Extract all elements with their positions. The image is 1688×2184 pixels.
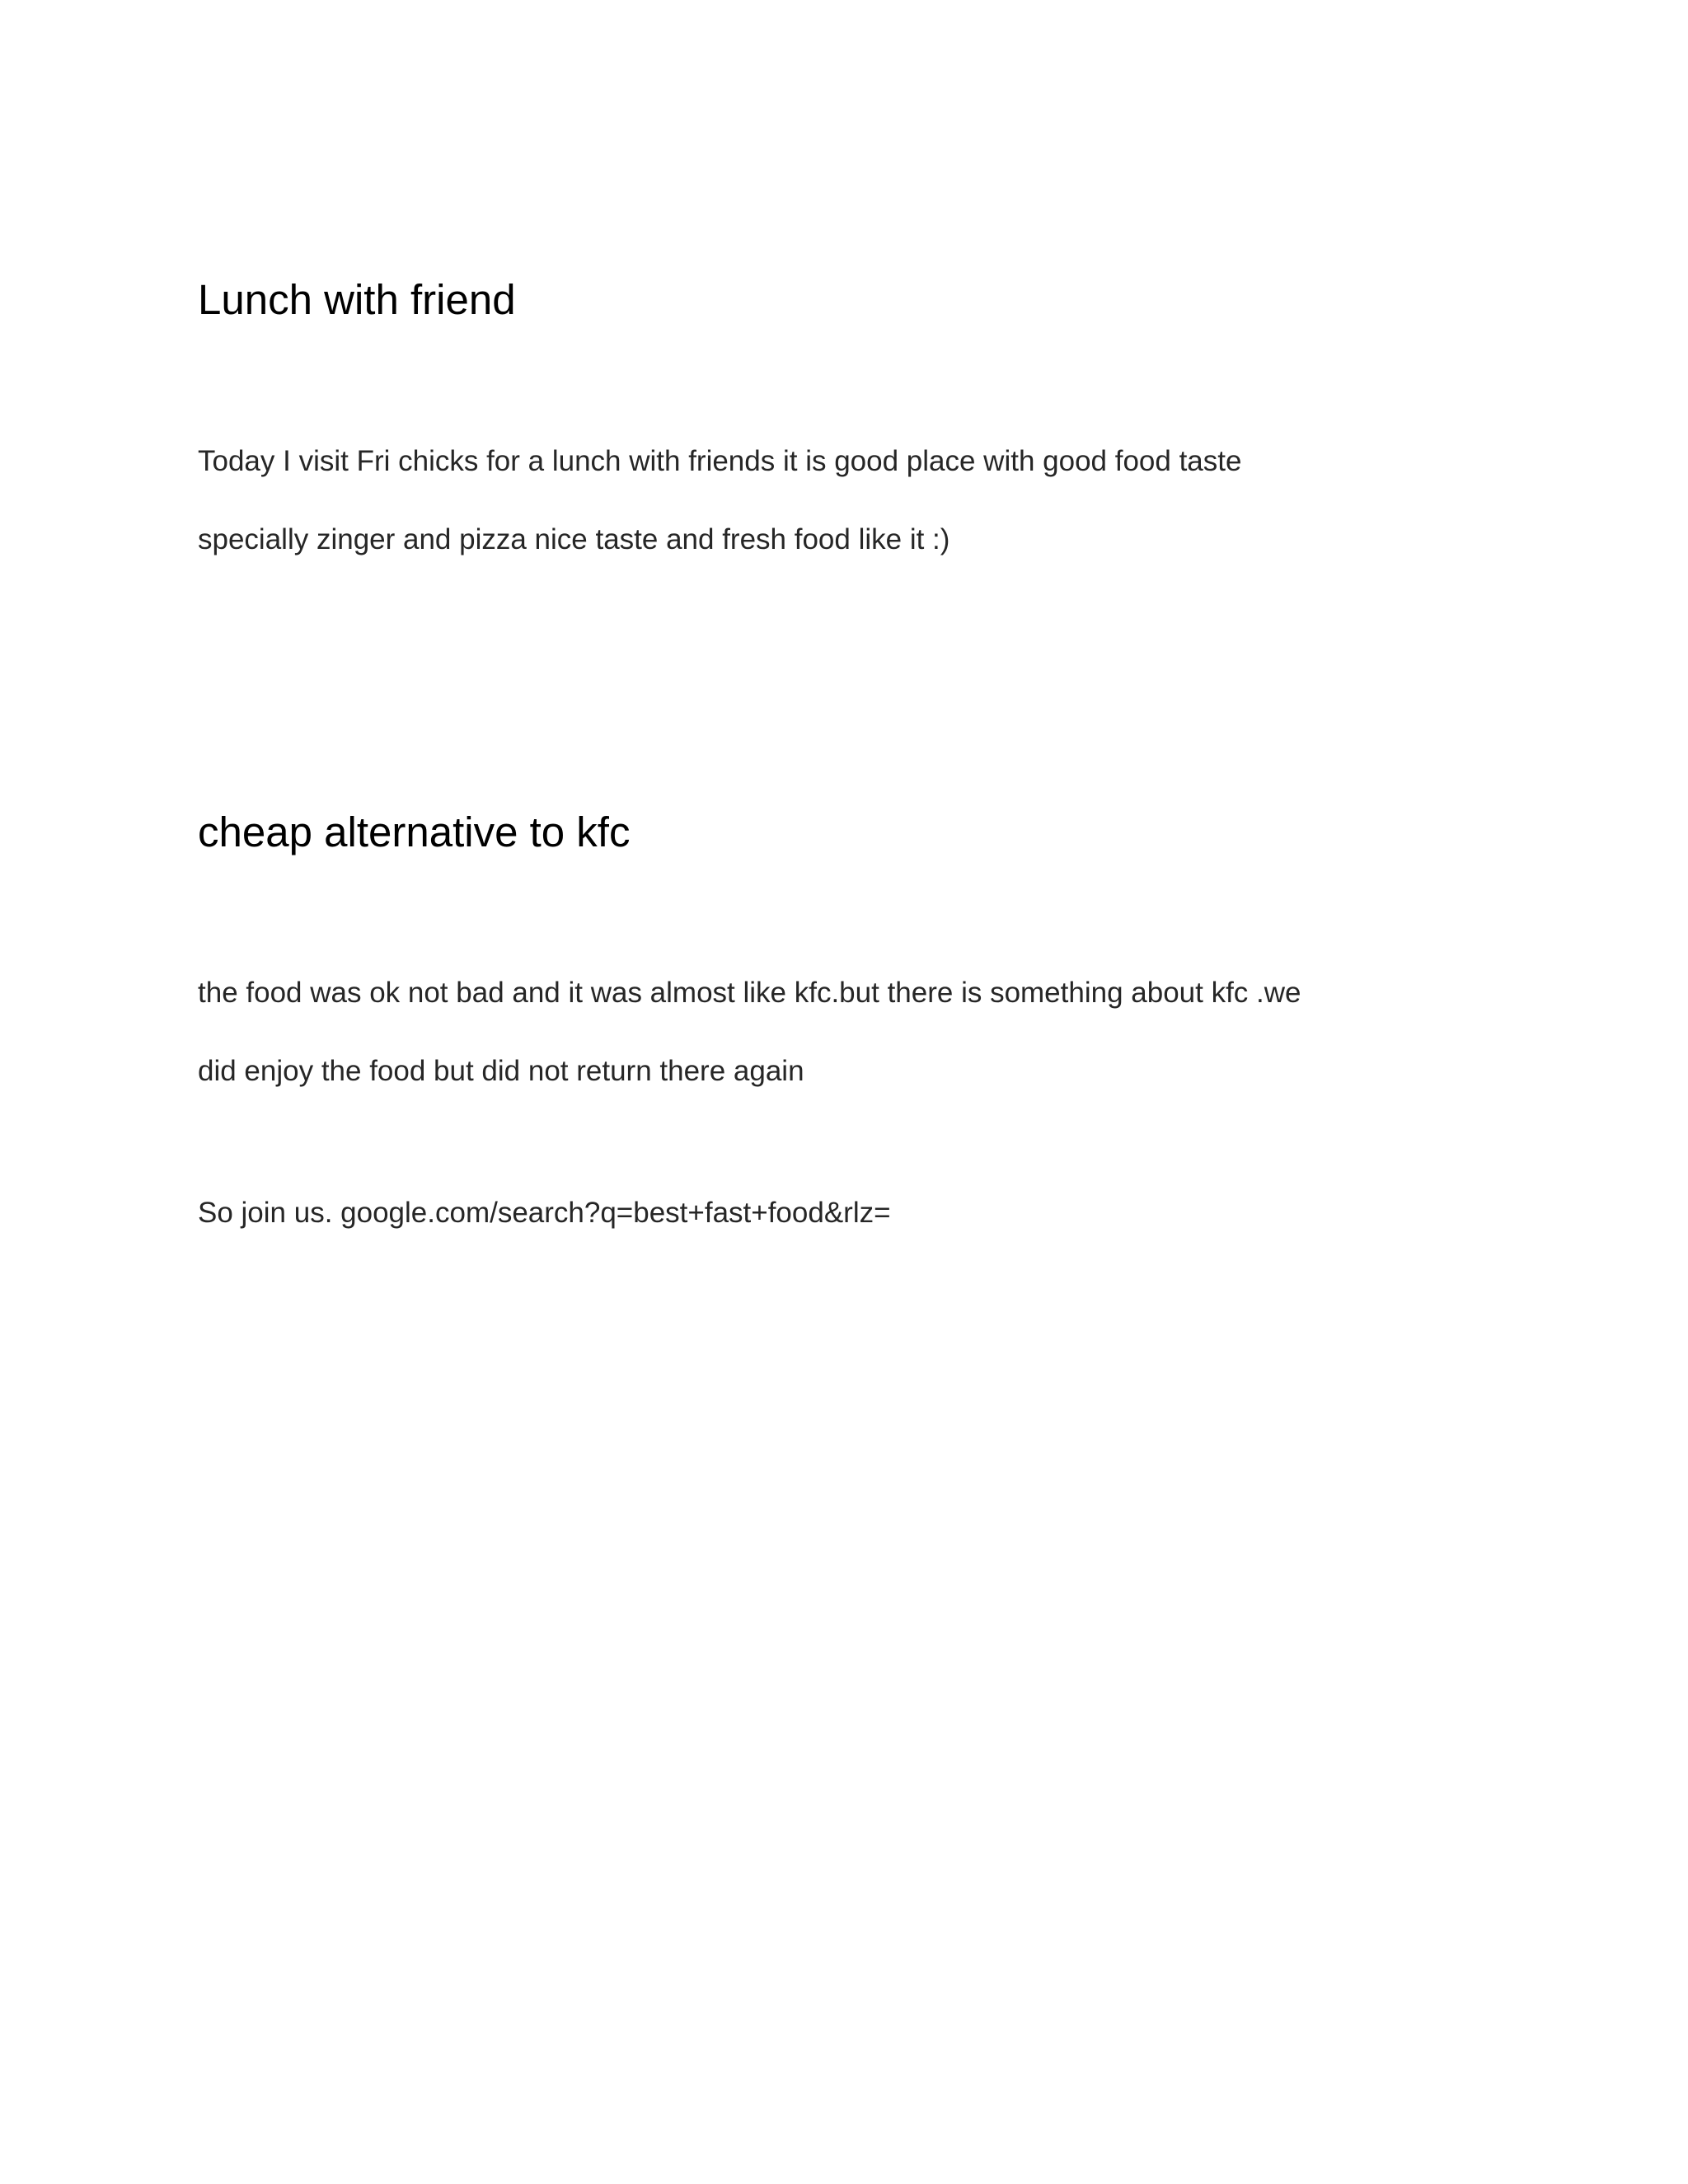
paragraph-line: the food was ok not bad and it was almost like kfc.but there is something about kfc .we — [198, 977, 1301, 1009]
section-heading: Lunch with friend — [198, 276, 516, 323]
paragraph-line: Today I visit Fri chicks for a lunch with friends it is good place with good food taste — [198, 445, 1242, 477]
section-heading: cheap alternative to kfc — [198, 808, 631, 855]
paragraph-line: did enjoy the food but did not return there again — [198, 1055, 804, 1087]
closing-line: So join us. google.com/search?q=best+fast+food&rlz= — [198, 1197, 891, 1229]
paragraph-line: specially zinger and pizza nice taste and fresh food like it :) — [198, 523, 950, 555]
